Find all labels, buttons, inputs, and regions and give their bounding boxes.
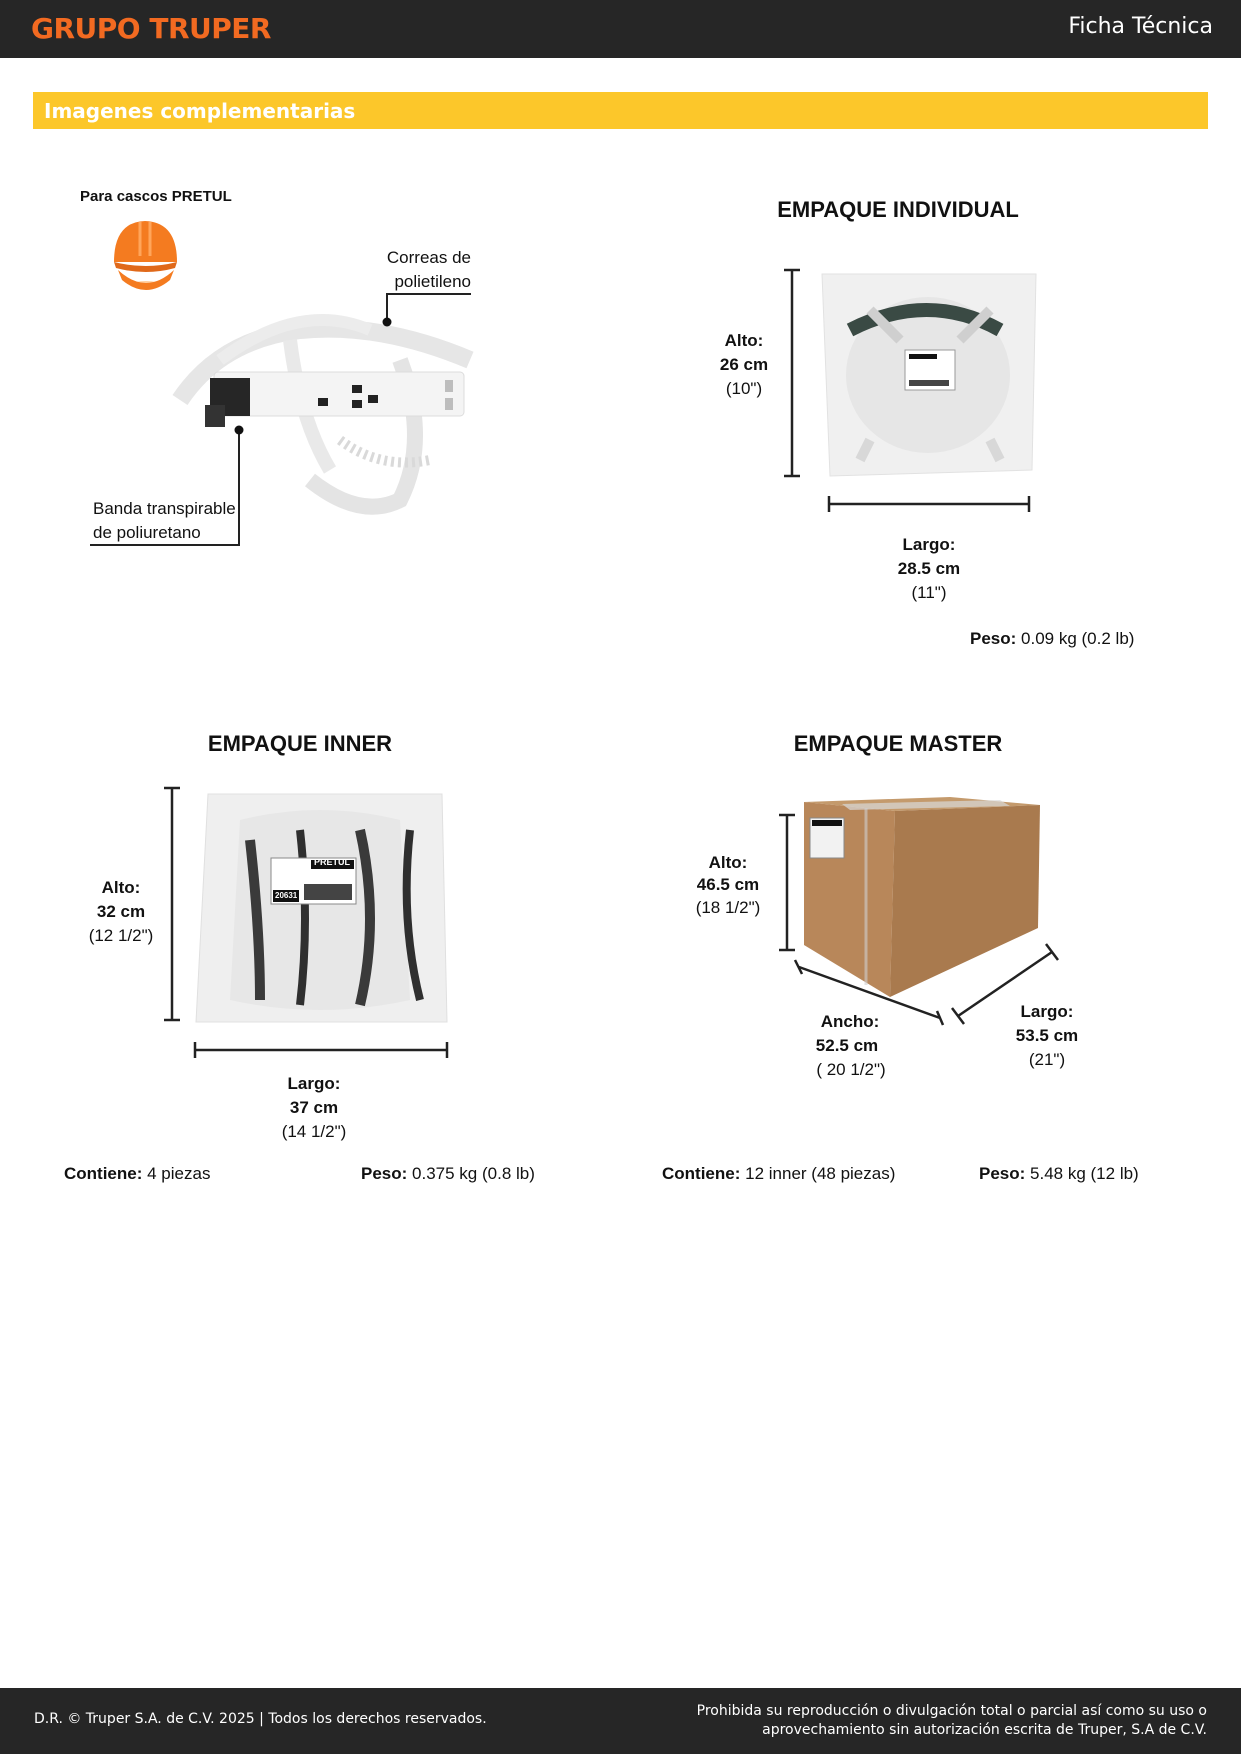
footer-copyright: D.R. © Truper S.A. de C.V. 2025 | Todos los derechos reservados. [34, 1711, 487, 1727]
master-box-image [804, 797, 1040, 997]
individual-alto-label: Alto: [724, 331, 764, 350]
callout-straps-line1: Correas de [386, 248, 471, 267]
master-alto-label: Alto: [708, 853, 748, 872]
inner-alto-cm: 32 cm [96, 902, 146, 921]
inner-largo-label: Largo: [287, 1074, 341, 1093]
master-largo-in: (21") [1028, 1050, 1066, 1069]
inner-bag-code: 20631 [275, 891, 298, 900]
footer-legal-line1: Prohibida su reproducción o divulgación total o parcial así como su uso o [696, 1703, 1207, 1719]
callout-straps-line2: polietileno [394, 272, 471, 291]
inner-bag-brand: PRETUL [314, 857, 350, 867]
suspension-harness-image [180, 320, 470, 507]
callout-band-line2: de poliuretano [93, 523, 201, 542]
master-peso: Peso: 5.48 kg (12 lb) [979, 1164, 1139, 1183]
callout-dot [383, 318, 392, 327]
individual-largo-in: (11") [911, 583, 947, 602]
footer-legal-line2: aprovechamiento sin autorización escrita de Truper, S.A de C.V. [762, 1722, 1207, 1738]
master-largo-label: Largo: [1020, 1002, 1074, 1021]
individual-largo-cm: 28.5 cm [897, 559, 961, 578]
master-alto-cm: 46.5 cm [696, 875, 760, 894]
inner-largo-in: (14 1/2") [281, 1122, 347, 1141]
individual-alto-cm: 26 cm [719, 355, 769, 374]
inner-contiene: Contiene: 4 piezas [64, 1164, 211, 1183]
inner-largo-cm: 37 cm [289, 1098, 339, 1117]
individual-alto-in: (10") [725, 379, 763, 398]
individual-package-image [822, 274, 1036, 476]
master-ancho-in: ( 20 1/2") [816, 1060, 886, 1079]
document-title: Ficha Técnica [1068, 14, 1213, 39]
inner-peso: Peso: 0.375 kg (0.8 lb) [361, 1164, 535, 1183]
inner-alto-in: (12 1/2") [88, 926, 154, 945]
individual-peso: Peso: 0.09 kg (0.2 lb) [970, 629, 1135, 648]
individual-largo-label: Largo: [902, 535, 956, 554]
inner-title: EMPAQUE INNER [207, 731, 393, 756]
master-largo-cm: 53.5 cm [1015, 1026, 1079, 1045]
section-title: Imagenes complementarias [44, 99, 356, 123]
master-contiene: Contiene: 12 inner (48 piezas) [662, 1164, 896, 1183]
individual-title: EMPAQUE INDIVIDUAL [777, 197, 1019, 222]
master-ancho-cm: 52.5 cm [815, 1036, 879, 1055]
helmet-caption: Para cascos PRETUL [80, 188, 232, 205]
callout-dot [235, 426, 244, 435]
callout-band-line1: Banda transpirable [93, 499, 236, 518]
inner-package-image [196, 794, 447, 1022]
helmet-icon [114, 221, 177, 290]
truper-logo: GRUPO TRUPER [31, 12, 271, 45]
master-alto-in: (18 1/2") [695, 898, 761, 917]
page-footer [0, 1688, 1241, 1754]
inner-alto-label: Alto: [101, 878, 141, 897]
footer-legal [647, 1702, 1207, 1740]
master-ancho-label: Ancho: [820, 1012, 880, 1031]
master-title: EMPAQUE MASTER [793, 731, 1003, 756]
